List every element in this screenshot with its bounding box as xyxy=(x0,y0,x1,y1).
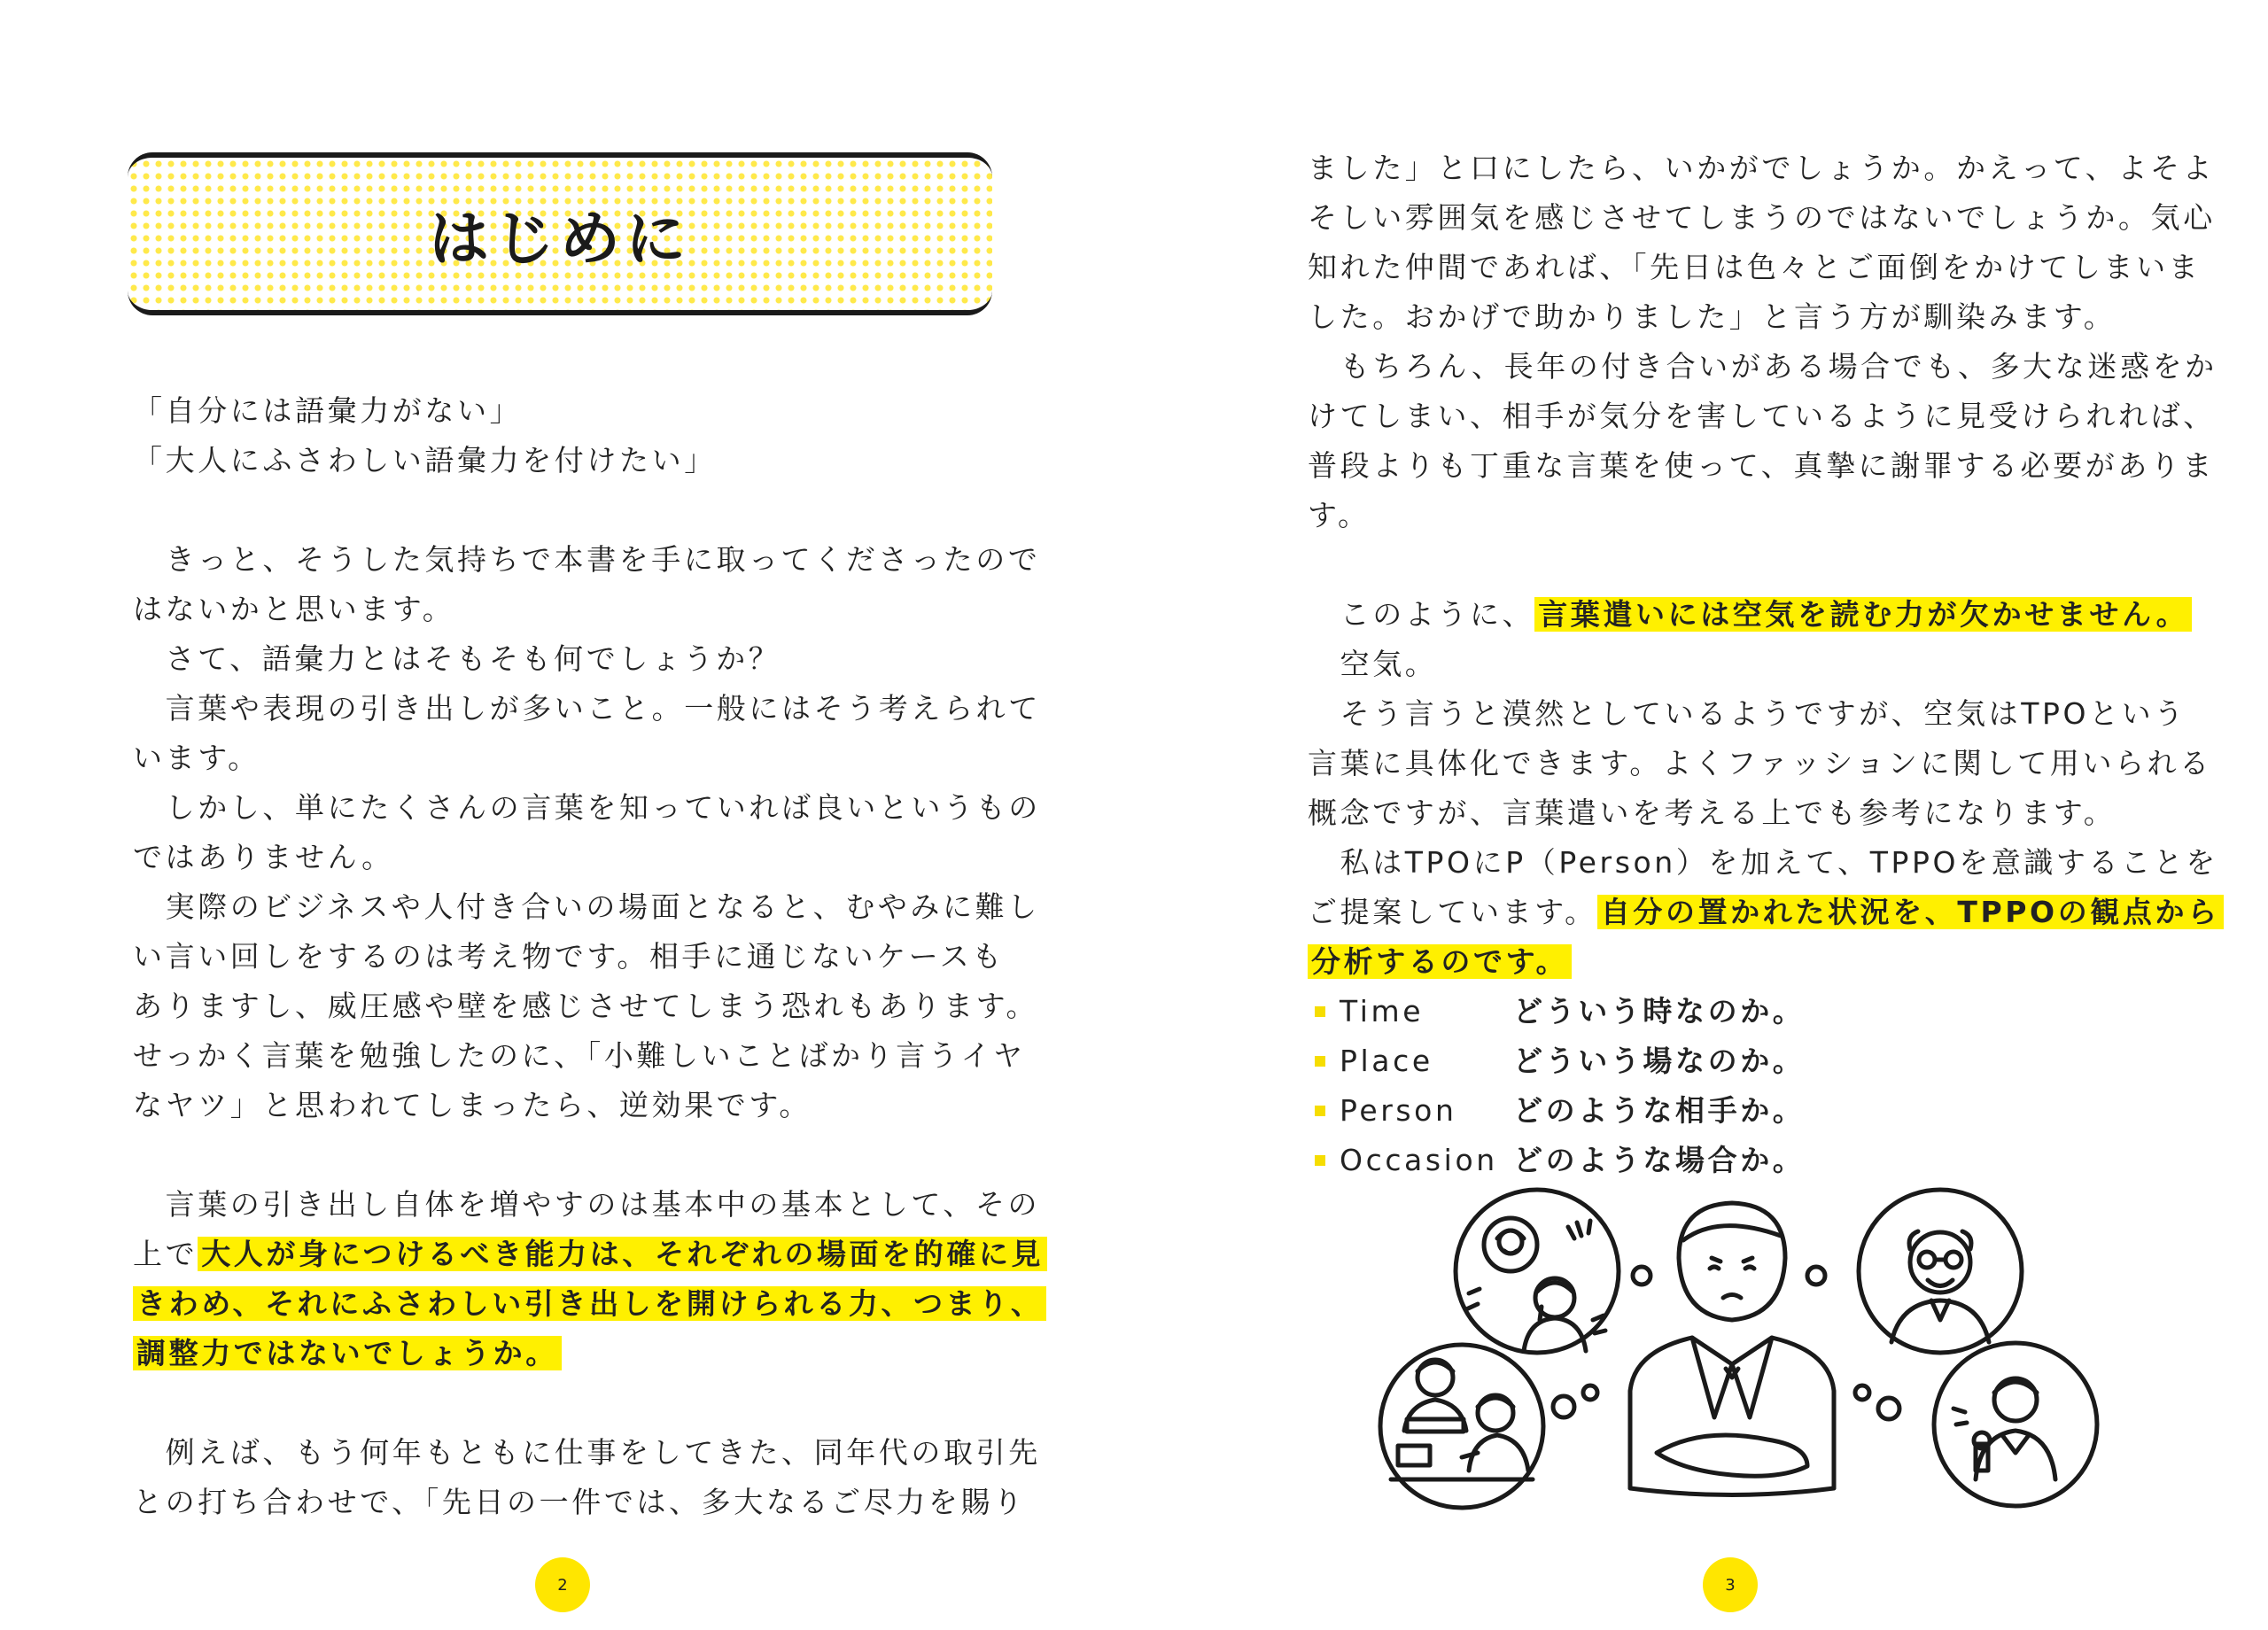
body-text-segment: 空気。 xyxy=(1308,647,1438,681)
body-text-segment: しかし、単にたくさんの言葉を知っていれば良いというもの xyxy=(133,790,1041,825)
left-body-text xyxy=(133,386,1047,1527)
thinking-businessman-illustration xyxy=(1364,1187,2109,1524)
body-text-segment: 「自分には語彙力がない」 xyxy=(133,393,523,428)
left-page-line xyxy=(133,932,1047,982)
bullet-square-icon xyxy=(1315,1056,1325,1067)
left-page-line xyxy=(133,535,1047,585)
bullet-square-icon xyxy=(1315,1006,1325,1017)
tppo-item xyxy=(1308,987,2224,1036)
worried-man-icon xyxy=(1630,1203,1834,1495)
body-text-segment: さて、語彙力とはそもそも何でしょうか？ xyxy=(133,641,781,676)
right-page-line xyxy=(1308,144,2224,193)
body-text-segment: 実際のビジネスや人付き合いの場面となると、むやみに難し xyxy=(133,889,1040,924)
interview-reporter-icon xyxy=(1934,1343,2097,1506)
tppo-description: どういう場なのか。 xyxy=(1513,1044,1806,1078)
left-page-line xyxy=(133,882,1047,932)
body-text-segment: なヤツ」と思われてしまったら、逆効果です。 xyxy=(133,1088,812,1122)
chapter-title-box xyxy=(128,152,992,315)
right-page-line xyxy=(1308,491,2224,540)
left-page-line xyxy=(133,1230,1047,1279)
left-page-line xyxy=(133,1031,1047,1081)
body-text-segment: けてしまい、相手が気分を害しているように見受けられれば、 xyxy=(1308,399,2216,433)
tppo-description: どのような相手か。 xyxy=(1513,1093,1806,1128)
body-text-segment: います。 xyxy=(133,741,260,775)
body-text-segment: 私はTPOにP（Person）を加えて、TPPOを意識することを xyxy=(1308,845,2218,880)
body-text-segment: そう言うと漠然としているようですが、空気はTPOという xyxy=(1308,696,2186,731)
annoyed-phone-call-icon xyxy=(1456,1190,1619,1353)
page-number-left: 2 xyxy=(535,1557,590,1612)
bullet-square-icon xyxy=(1315,1106,1325,1116)
chapter-title: はじめに xyxy=(428,204,691,275)
body-text-segment: 言葉の引き出し自体を増やすのは基本中の基本として、その xyxy=(133,1187,1041,1222)
left-page-line xyxy=(133,783,1047,833)
left-page-line xyxy=(133,1329,1047,1378)
tppo-term: Place xyxy=(1340,1044,1433,1078)
right-page-line xyxy=(1308,540,2224,590)
body-text-segment: した。おかげで助かりました」と言う方が馴染みます。 xyxy=(1308,299,2117,334)
right-page-line xyxy=(1308,689,2224,739)
body-text-segment: ました」と口にしたら、いかがでしょうか。かえって、よそよ xyxy=(1308,151,2216,185)
body-text-segment: い言い回しをするのは考え物です。相手に通じないケースも xyxy=(133,939,1005,974)
body-text-segment: せっかく言葉を勉強したのに、「小難しいことばかり言うイヤ xyxy=(133,1038,1026,1073)
left-page-line xyxy=(133,1180,1047,1230)
left-page-line xyxy=(133,1279,1047,1329)
body-text-segment: ありますし、威圧感や壁を感じさせてしまう恐れもあります。 xyxy=(133,989,1039,1023)
highlighted-text: きわめ、それにふさわしい引き出しを開けられる力、つまり、 xyxy=(133,1286,1046,1321)
right-page-line xyxy=(1308,739,2224,788)
page-number-right: 3 xyxy=(1703,1557,1758,1612)
tppo-term: Occasion xyxy=(1340,1143,1498,1177)
right-page-line xyxy=(1308,937,2224,987)
body-text-segment: 知れた仲間であれば、「先日は色々とご面倒をかけてしまいま xyxy=(1308,250,2202,284)
left-page-line xyxy=(133,485,1047,535)
body-text-segment: 言葉や表現の引き出しが多いこと。一般にはそう考えられて xyxy=(133,691,1041,726)
right-page-line xyxy=(1308,193,2224,243)
highlighted-text: 言葉遣いには空気を読む力が欠かせません。 xyxy=(1534,597,2192,632)
tppo-item xyxy=(1308,1036,2224,1086)
left-page-line xyxy=(133,386,1047,436)
body-text-segment: きっと、そうした気持ちで本書を手に取ってくださったので xyxy=(133,542,1041,577)
left-page-line xyxy=(133,1428,1047,1478)
left-page-line xyxy=(133,1378,1047,1428)
highlighted-text: 分析するのです。 xyxy=(1308,944,1572,979)
left-page-line xyxy=(133,982,1047,1031)
left-page-line xyxy=(133,734,1047,783)
body-text-segment: 上で xyxy=(133,1237,198,1271)
body-text-segment: 普段よりも丁重な言葉を使って、真摯に謝罪する必要がありま xyxy=(1308,448,2216,483)
tppo-item xyxy=(1308,1086,2224,1136)
left-page-line xyxy=(133,833,1047,882)
tppo-term: Person xyxy=(1340,1093,1457,1128)
left-page-line xyxy=(133,1081,1047,1130)
left-page-line xyxy=(133,1130,1047,1180)
left-page-line xyxy=(133,684,1047,734)
right-page-line xyxy=(1308,292,2224,342)
left-page-line xyxy=(133,634,1047,684)
tppo-list xyxy=(1308,987,2224,1185)
right-page-line xyxy=(1308,392,2224,441)
highlighted-text: 自分の置かれた状況を、TPPOの観点から xyxy=(1597,895,2224,929)
tppo-description: どういう時なのか。 xyxy=(1513,994,1806,1028)
body-text-segment: 概念ですが、言葉遣いを考える上でも参考になります。 xyxy=(1308,796,2117,830)
right-page-line xyxy=(1308,342,2224,392)
body-text-segment: はないかと思います。 xyxy=(133,592,455,626)
body-text-segment: このように、 xyxy=(1308,597,1535,632)
highlighted-text: 大人が身につけるべき能力は、それぞれの場面を的確に見 xyxy=(198,1237,1047,1271)
right-page-line xyxy=(1308,888,2224,937)
body-text-segment: との打ち合わせで、「先日の一件では、多大なるご尽力を賜り xyxy=(133,1485,1026,1519)
meeting-scene-icon xyxy=(1380,1345,1543,1508)
right-page-line xyxy=(1308,788,2224,838)
right-page-line xyxy=(1308,590,2224,640)
body-text-segment: す。 xyxy=(1308,498,1371,532)
body-text-segment: 言葉に具体化できます。よくファッションに関して用いられる xyxy=(1308,746,2212,780)
tppo-description: どのような場合か。 xyxy=(1513,1143,1806,1177)
right-page-line xyxy=(1308,838,2224,888)
body-text-segment: 「大人にふさわしい語彙力を付けたい」 xyxy=(133,443,717,477)
right-page-line xyxy=(1308,441,2224,491)
highlighted-text: 調整力ではないでしょうか。 xyxy=(133,1336,562,1370)
left-page-line xyxy=(133,436,1047,485)
body-text-segment: ご提案しています。 xyxy=(1308,895,1597,929)
elderly-person-icon xyxy=(1859,1190,2022,1353)
left-page-line xyxy=(133,585,1047,634)
right-page-line xyxy=(1308,640,2224,689)
tppo-term: Time xyxy=(1340,994,1425,1028)
right-body-text xyxy=(1308,144,2224,1185)
body-text-segment: もちろん、長年の付き合いがある場合でも、多大な迷惑をか xyxy=(1308,349,2218,384)
tppo-item xyxy=(1308,1136,2224,1185)
bullet-square-icon xyxy=(1315,1155,1325,1166)
left-page-line xyxy=(133,1478,1047,1527)
right-page-line xyxy=(1308,243,2224,292)
body-text-segment: そしい雰囲気を感じさせてしまうのではないでしょうか。気心 xyxy=(1308,200,2216,235)
body-text-segment: 例えば、もう何年もともに仕事をしてきた、同年代の取引先 xyxy=(133,1435,1041,1470)
body-text-segment: ではありません。 xyxy=(133,840,394,874)
